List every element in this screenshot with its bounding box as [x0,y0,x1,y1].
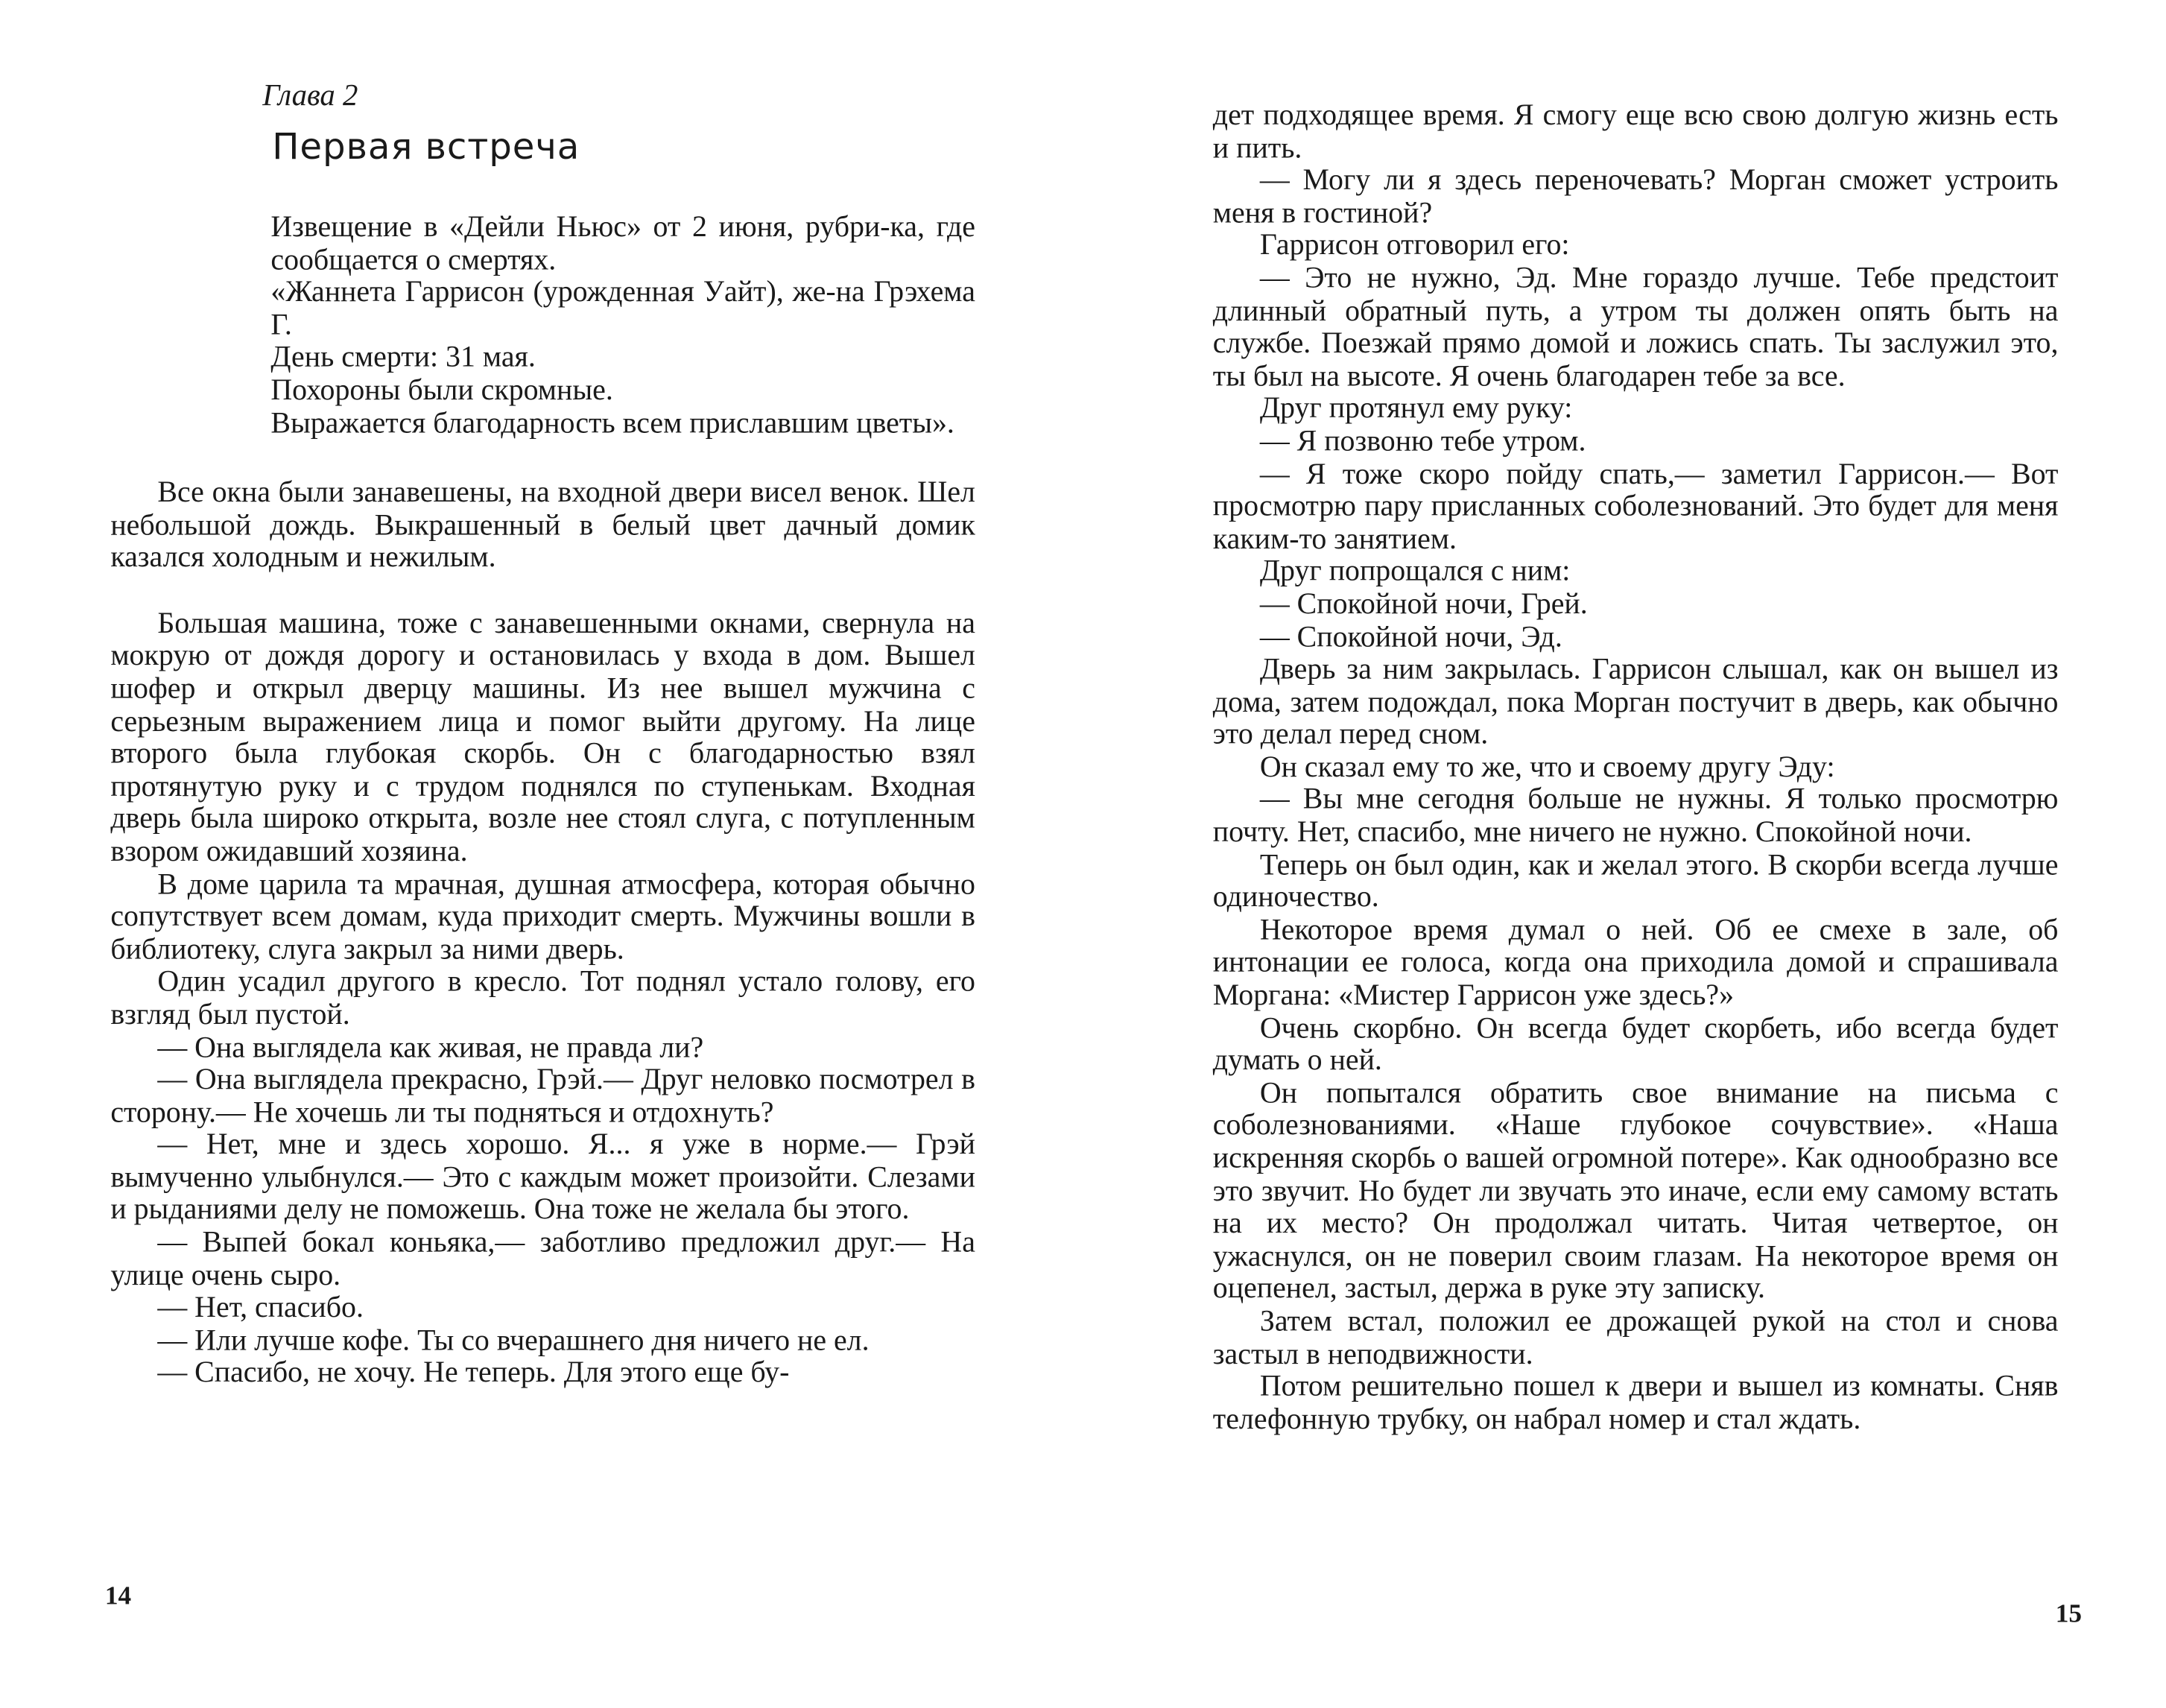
notice-line: Извещение в «Дейли Ньюс» от 2 июня, рубри-ка, где сообщается о смертях. [270,209,975,276]
dialogue-line: — Нет, мне и здесь хорошо. Я... я уже в норме.— Грэй вымученно улыбнулся.— Это с каждым может произойти. Слезами и рыданиями делу не поможешь. Она тоже не желала бы этого. [110,1127,975,1227]
dialogue-line: — Спасибо, не хочу. Не теперь. Для этого еще бу- [157,1356,790,1390]
paragraph: Он сказал ему то же, что и своему другу Эду: [1259,750,1835,783]
paragraph: Он попытался обратить свое внимание на письма с соболезнованиями. «Наше глубокое сочувствие». «Наша искренняя скорбь о вашей огромной потере». Как однообразно все это звучит. Но будет ли звучать это иначе, если ему самому встать на их место? Он продолжал читать. Читая четвертое, он ужаснулся, он не поверил своим глазам. На некоторое время он оцепенел, застыл, держа в руке эту записку. [1212,1075,2059,1305]
dialogue-line: — Я позвоню тебе утром. [1259,424,1586,458]
paragraph: Друг протянул ему руку: [1259,391,1573,425]
notice-line: Выражается благодарность всем приславшим цветы». [270,405,954,439]
continued-line: дет подходящее время. Я смогу еще всю свою долгую жизнь есть и пить. [1212,98,2059,164]
page-number: 15 [2055,1599,2082,1629]
paragraph: Один усадил другого в кресло. Тот поднял устало голову, его взгляд был пустой. [110,964,975,1031]
paragraph: Потом решительно пошел к двери и вышел из комнаты. Сняв телефонную трубку, он набрал номер и стал ждать. [1212,1369,2059,1435]
right-page-body [1213,99,2059,1435]
paragraph: Большая машина, тоже с занавешенными окнами, свернула на мокрую от дождя дорогу и остановилась у входа в дом. Вышел шофер и открыл дверцу машины. Из нее вышел мужчина с серьезным выражением лица и помог выйти другому. На лице второго была глубокая скорбь. Он с благодарностью взял протянутую руку и с трудом поднялся по ступенькам. Входная дверь была широко открыта, возле нее стоял слуга, с потупленным взором ожидавший хозяина. [110,606,975,868]
page-number: 14 [104,1581,132,1611]
dialogue-line: — Она выглядела как живая, не правда ли? [157,1030,704,1063]
dialogue-line: — Это не нужно, Эд. Мне гораздо лучше. Тебе предстоит длинный обратный путь, а утром ты должен опять быть на службе. Поезжай прямо домой и ложись спать. Ты заслужил это, ты был на высоте. Я очень благодарен тебе за все. [1212,261,2059,393]
dialogue-line: — Она выглядела прекрасно, Грэй.— Друг неловко посмотрел в сторону.— Не хочешь ли ты подняться и отдохнуть? [110,1062,975,1129]
notice-line: «Жаннета Гаррисон (урожденная Уайт), же-на Грэхема Г. [270,275,975,341]
death-notice [270,209,975,440]
chapter-label: Глава 2 [262,77,358,113]
dialogue-line: — Спокойной ночи, Грей. [1259,586,1588,621]
right-page [1083,0,2166,1708]
paragraph: Дверь за ним закрылась. Гаррисон слышал, как он вышел из дома, затем подождал, пока Морган постучит в дверь, как обычно это делал перед сном. [1212,652,2059,751]
paragraph: Затем встал, положил ее дрожащей рукой на стол и снова застыл в неподвижности. [1212,1304,2059,1370]
notice-line: Похороны были скромные. [270,373,613,407]
paragraph: Очень скорбно. Он всегда будет скорбеть, ибо всегда будет думать о ней. [1212,1010,2059,1077]
dialogue-line: — Я тоже скоро пойду спать,— заметил Гаррисон.— Вот просмотрю пару присланных соболезнований. Это будет для меня каким-то занятием. [1212,456,2059,555]
chapter-title: Первая встреча [272,127,580,169]
paragraph: Некоторое время думал о ней. Об ее смехе в зале, об интонации ее голоса, когда она приходила домой и спрашивала Моргана: «Мистер Гаррисон уже здесь?» [1212,913,2059,1012]
dialogue-line: — Нет, спасибо. [157,1291,364,1324]
dialogue-line: — Спокойной ночи, Эд. [1259,619,1562,654]
paragraph: Теперь он был один, как и желал этого. В скорби всегда лучше одиночество. [1212,847,2059,914]
dialogue-line: — Выпей бокал коньяка,— заботливо предложил друг.— На улице очень сыро. [110,1225,975,1291]
dialogue-line: — Вы мне сегодня больше не нужны. Я только просмотрю почту. Нет, спасибо, мне ничего не нужно. Спокойной ночи. [1212,782,2059,849]
left-page-body [110,477,975,1391]
paragraph: Друг попрощался с ним: [1259,554,1571,588]
paragraph: Все окна были занавешены, на входной двери висел венок. Шел небольшой дождь. Выкрашенный в белый цвет дачный домик казался холодным и нежилым. [110,475,975,574]
section-break [110,575,975,607]
paragraph: В доме царила та мрачная, душная атмосфера, которая обычно сопутствует всем домам, куда приходит смерть. Мужчины вошли в библиотеку, слуга закрыл за ними дверь. [110,867,975,966]
dialogue-line: — Могу ли я здесь переночевать? Морган сможет устроить меня в гостиной? [1212,163,2059,230]
dialogue-line: — Или лучше кофе. Ты со вчерашнего дня ничего не ел. [157,1323,870,1357]
paragraph: Гаррисон отговорил его: [1259,228,1570,262]
notice-line: День смерти: 31 мая. [270,340,536,374]
